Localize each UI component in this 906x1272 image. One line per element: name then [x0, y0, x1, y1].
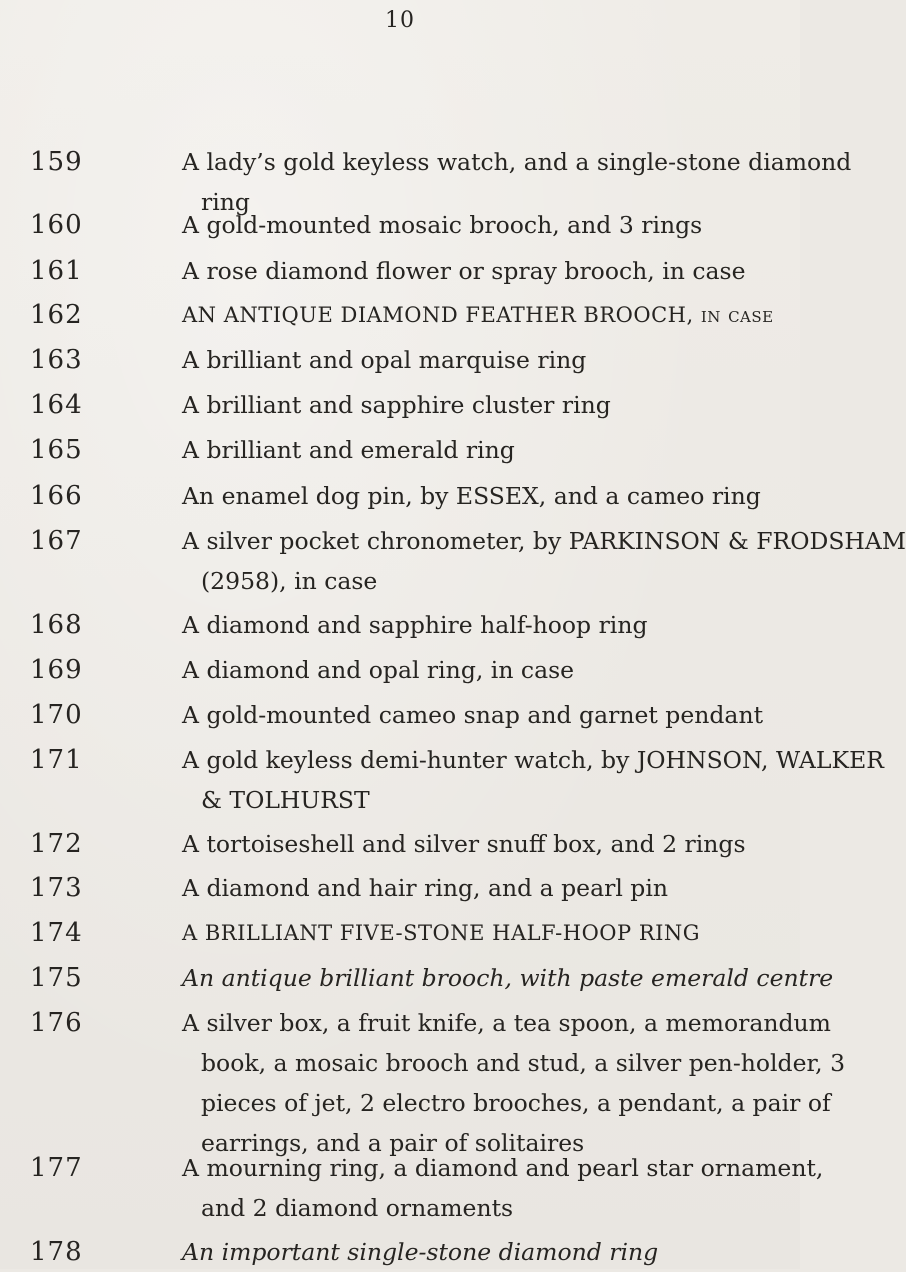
lot-number: 168 [30, 610, 83, 640]
lot-description: A brilliant and emerald ring [182, 436, 515, 464]
lot-number: 172 [30, 829, 83, 859]
lot-description-cont: and 2 diamond ornaments [201, 1194, 514, 1222]
lot-description-cont: earrings, and a pair of solitaires [201, 1129, 585, 1157]
lot-description: An enamel dog pin, by ESSEX, and a cameo ring [182, 482, 761, 510]
lot-description: A diamond and hair ring, and a pearl pin [182, 874, 668, 902]
lot-number: 176 [30, 1008, 83, 1038]
lot-description: A BRILLIANT FIVE-STONE HALF-HOOP RING [182, 921, 701, 945]
lot-number: 177 [30, 1153, 83, 1183]
lot-description: A diamond and opal ring, in case [182, 656, 575, 684]
lot-number: 173 [30, 873, 83, 903]
lot-description-cont: & TOLHURST [201, 786, 370, 814]
lot-number: 166 [30, 481, 83, 511]
lot-description-cont: ring [201, 188, 250, 216]
lot-number: 170 [30, 700, 83, 730]
lot-description: A lady’s gold keyless watch, and a single-stone diamond [182, 148, 852, 176]
lot-number: 167 [30, 526, 83, 556]
lot-number: 162 [30, 300, 83, 330]
lot-number: 163 [30, 345, 83, 375]
lot-description: A silver box, a fruit knife, a tea spoon, a memorandum [182, 1009, 831, 1037]
lot-description: A mourning ring, a diamond and pearl star ornament, [182, 1154, 824, 1182]
lot-description: A gold-mounted mosaic brooch, and 3 rings [182, 211, 703, 239]
lot-description: A brilliant and sapphire cluster ring [182, 391, 611, 419]
lot-description: A silver pocket chronometer, by PARKINSON & FRODSHAM [182, 527, 906, 555]
lot-number: 161 [30, 256, 83, 286]
lot-number: 174 [30, 918, 83, 948]
lot-description-cont: (2958), in case [201, 567, 378, 595]
lot-description-cont: pieces of jet, 2 electro brooches, a pendant, a pair of [201, 1089, 831, 1117]
lot-description-cont: book, a mosaic brooch and stud, a silver pen-holder, 3 [201, 1049, 846, 1077]
lot-description: A diamond and sapphire half-hoop ring [182, 611, 648, 639]
lot-description: A gold keyless demi-hunter watch, by JOHNSON, WALKER [182, 746, 884, 774]
lot-description: A gold-mounted cameo snap and garnet pendant [182, 701, 764, 729]
lot-description: An antique brilliant brooch, with paste emerald centre [182, 964, 834, 992]
lot-description: A brilliant and opal marquise ring [182, 346, 587, 374]
page-number: 10 [385, 8, 415, 33]
lot-number: 165 [30, 435, 83, 465]
lot-number: 164 [30, 390, 83, 420]
lot-number: 169 [30, 655, 83, 685]
lot-number: 175 [30, 963, 83, 993]
lot-number: 159 [30, 147, 83, 177]
lot-number: 160 [30, 210, 83, 240]
lot-description: An important single-stone diamond ring [182, 1238, 659, 1266]
lot-description: A tortoiseshell and silver snuff box, and 2 rings [182, 830, 746, 858]
lot-number: 178 [30, 1237, 83, 1267]
lot-description: A rose diamond flower or spray brooch, in case [182, 257, 746, 285]
lot-number: 171 [30, 745, 83, 775]
lot-description: AN ANTIQUE DIAMOND FEATHER BROOCH, in case [182, 303, 774, 327]
